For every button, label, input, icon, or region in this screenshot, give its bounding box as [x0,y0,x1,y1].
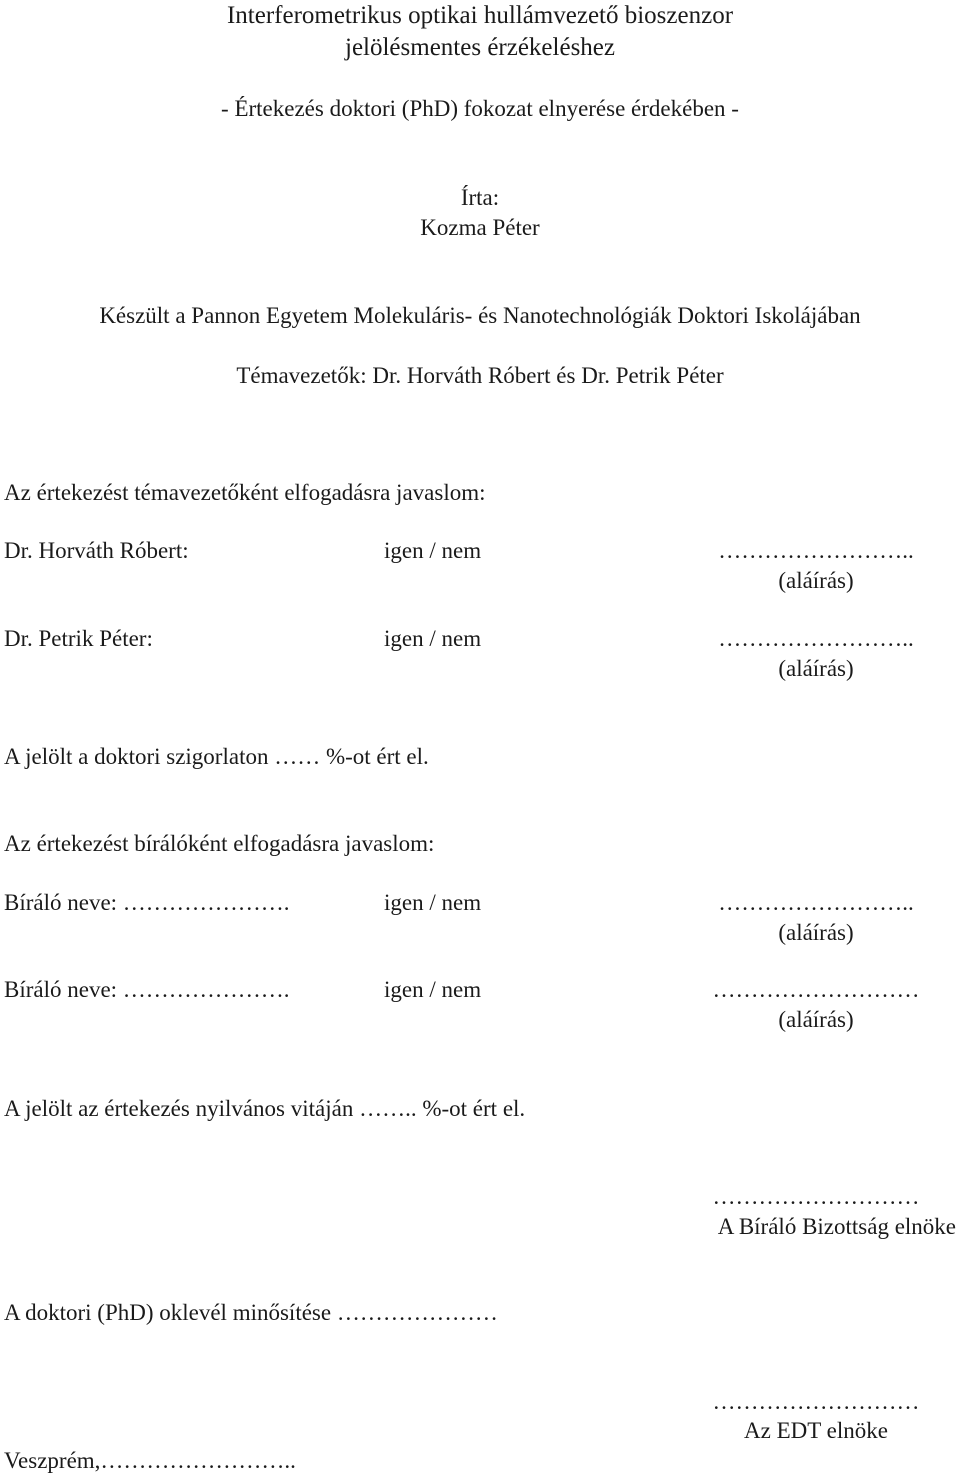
signature-line[interactable]: …………………….. [718,626,914,651]
committee-chair-label: A Bíráló Bizottság elnöke [717,1214,956,1239]
signature-line[interactable]: ……………………… [712,977,920,1002]
exam-result-line[interactable]: A jelölt a doktori szigorlaton …… %-ot ért el. [4,744,429,769]
signature-line[interactable]: …………………….. [718,538,914,563]
committee-signature-line[interactable]: ……………………… [712,1184,920,1209]
yes-no-choice[interactable]: igen / nem [384,890,482,915]
title-line-2: jelölésmentes érzékeléshez [345,34,615,61]
author-label: Írta: [460,185,500,210]
edt-signature-line[interactable]: ……………………… [712,1389,920,1414]
place-date-line[interactable]: Veszprém,…………………….. [4,1448,296,1473]
edt-chair-label: Az EDT elnöke [744,1418,888,1443]
supervisors: Témavezetők: Dr. Horváth Róbert és Dr. Petrik Péter [236,363,724,388]
institution: Készült a Pannon Egyetem Molekuláris- és Nanotechnológiák Doktori Iskolájában [99,303,861,328]
yes-no-choice[interactable]: igen / nem [384,538,482,563]
reviewer-name-field[interactable]: Bíráló neve: …………………. [4,890,290,915]
yes-no-choice[interactable]: igen / nem [384,977,482,1002]
signature-caption: (aláírás) [778,568,854,593]
signature-line[interactable]: …………………….. [718,890,914,915]
reviewer-section-heading: Az értekezést bírálóként elfogadásra javaslom: [4,831,435,856]
defense-result-line[interactable]: A jelölt az értekezés nyilvános vitáján …….. %-ot ért el. [4,1096,526,1121]
author-name: Kozma Péter [420,215,540,240]
signature-caption: (aláírás) [778,1007,854,1032]
subtitle: - Értekezés doktori (PhD) fokozat elnyerése érdekében - [221,96,739,121]
supervisor-name: Dr. Horváth Róbert: [4,538,189,563]
title-line-1: Interferometrikus optikai hullámvezető bioszenzor [226,2,734,29]
signature-caption: (aláírás) [778,656,854,681]
yes-no-choice[interactable]: igen / nem [384,626,482,651]
reviewer-name-field[interactable]: Bíráló neve: …………………. [4,977,290,1002]
signature-caption: (aláírás) [778,920,854,945]
supervisor-name: Dr. Petrik Péter: [4,626,153,651]
qualification-line[interactable]: A doktori (PhD) oklevél minősítése ………………… [4,1300,498,1325]
supervisor-section-heading: Az értekezést témavezetőként elfogadásra javaslom: [4,480,486,505]
